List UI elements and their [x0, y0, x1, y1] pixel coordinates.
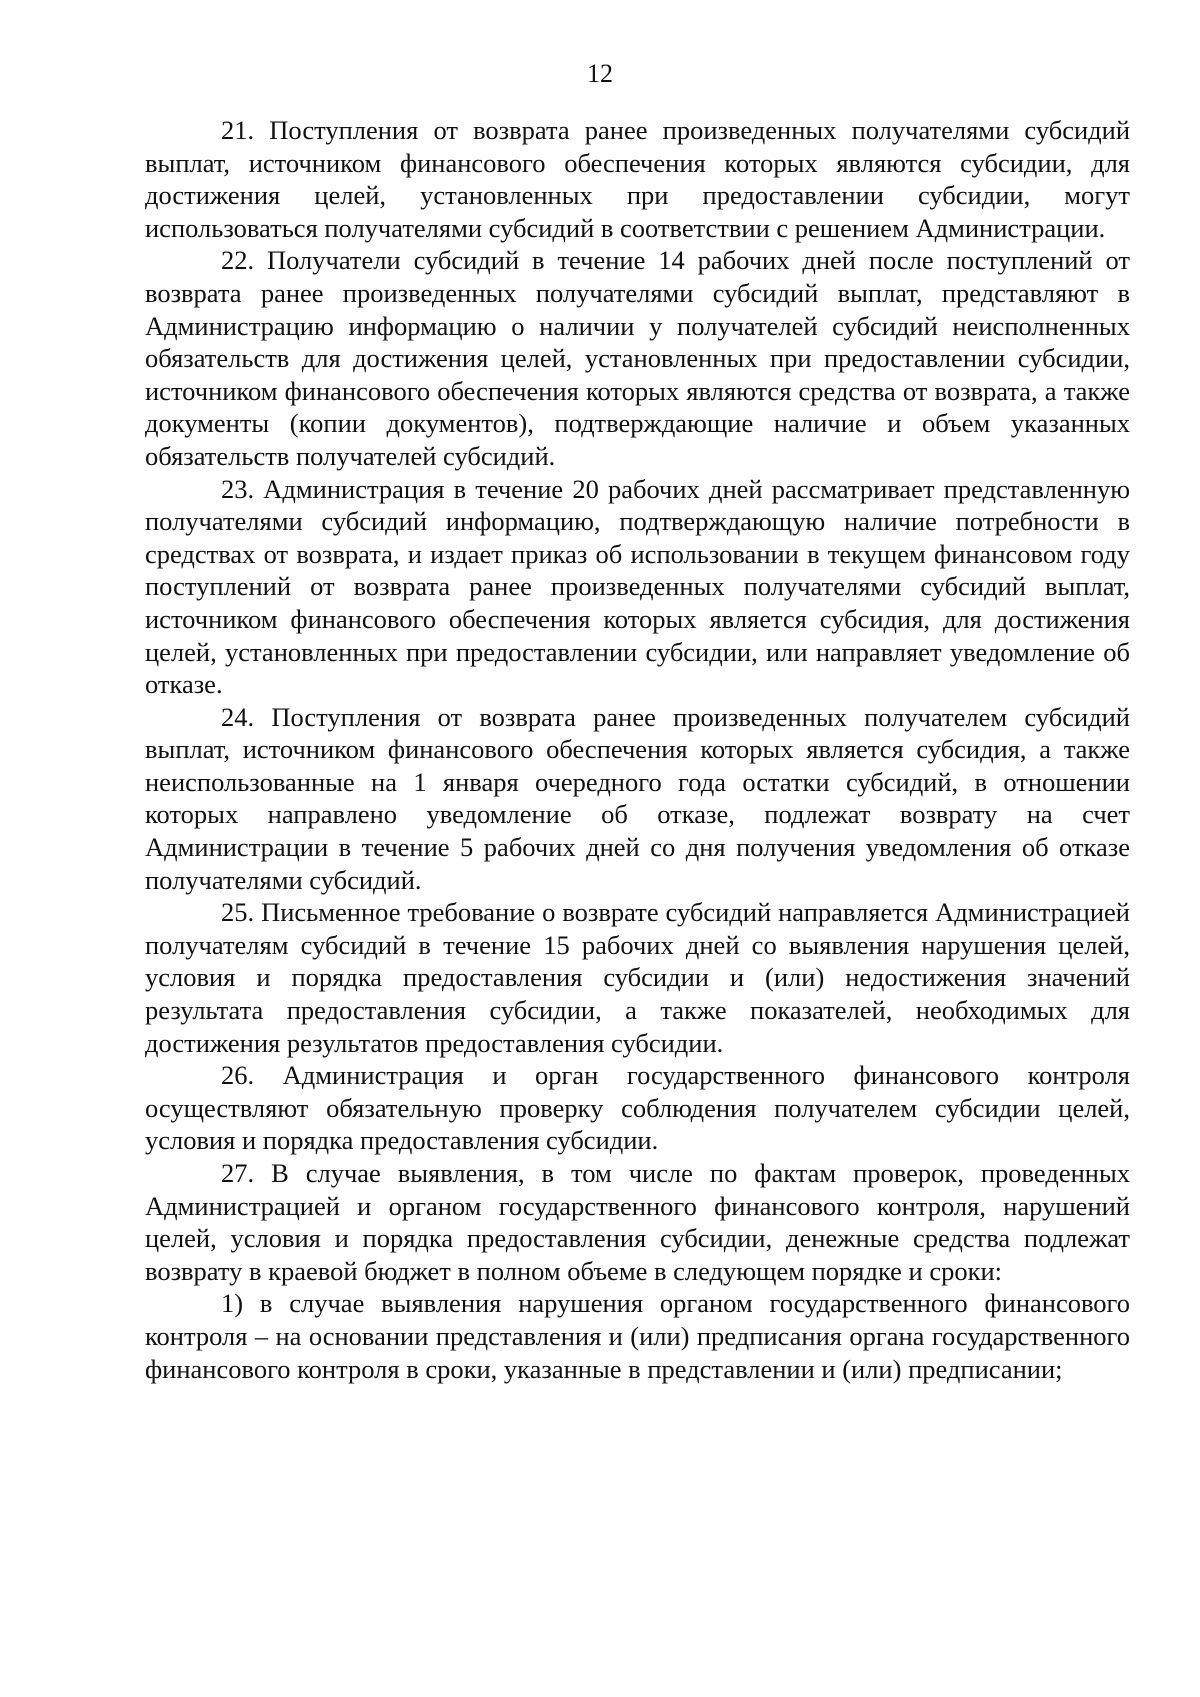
page-number: 12: [587, 59, 613, 88]
paragraph-22: 22. Получатели субсидий в течение 14 рабочих дней после поступлений от возврата ранее произведенных получателями субсидий выплат, представляют в Администрацию информацию о наличии у получателей субсидий неисполненных обязательств для достижения целей, установленных при предоставлении субсидии, источником финансового обеспечения которых являются средства от возврата, а также документы (копии документов), подтверждающие наличие и объем указанных обязательств получателей субсидий.: [145, 245, 1130, 471]
paragraph-27-item-1: 1) в случае выявления нарушения органом государственного финансового контроля – на основании представления и (или) предписания органа государственного финансового контроля в сроки, указанные в представлении и (или) предписании;: [145, 1288, 1130, 1384]
paragraph-21: 21. Поступления от возврата ранее произведенных получателями субсидий выплат, источником финансового обеспечения которых являются субсидии, для достижения целей, установленных при предоставлении субсидии, могут использоваться получателями субсидий в соответствии с решением Администрации.: [145, 115, 1130, 243]
paragraph-26: 26. Администрация и орган государственного финансового контроля осуществляют обязательную проверку соблюдения получателем субсидии целей, условия и порядка предоставления субсидии.: [145, 1060, 1130, 1156]
paragraph-25: 25. Письменное требование о возврате субсидий направляется Администрацией получателям субсидий в течение 15 рабочих дней со выявления нарушения целей, условия и порядка предоставления субсидии и (или) недостижения значений результата предоставления субсидии, а также показателей, необходимых для достижения результатов предоставления субсидии.: [145, 897, 1130, 1058]
paragraph-24: 24. Поступления от возврата ранее произведенных получателем субсидий выплат, источником финансового обеспечения которых является субсидия, а также неиспользованные на 1 января очередного года остатки субсидий, в отношении которых направлено уведомление об отказе, подлежат возврату на счет Администрации в течение 5 рабочих дней со дня получения уведомления об отказе получателями субсидий.: [145, 701, 1130, 895]
paragraph-27: 27. В случае выявления, в том числе по фактам проверок, проведенных Администрацией и органом государственного финансового контроля, нарушений целей, условия и порядка предоставления субсидии, денежные средства подлежат возврату в краевой бюджет в полном объеме в следующем порядке и сроки:: [145, 1158, 1130, 1286]
document-body: [145, 114, 1130, 1385]
paragraph-23: 23. Администрация в течение 20 рабочих дней рассматривает представленную получателями субсидий информацию, подтверждающую наличие потребности в средствах от возврата, и издает приказ об использовании в текущем финансовом году поступлений от возврата ранее произведенных получателями субсидий выплат, источником финансового обеспечения которых является субсидия, для достижения целей, установленных при предоставлении субсидии, или направляет уведомление об отказе.: [145, 473, 1130, 700]
